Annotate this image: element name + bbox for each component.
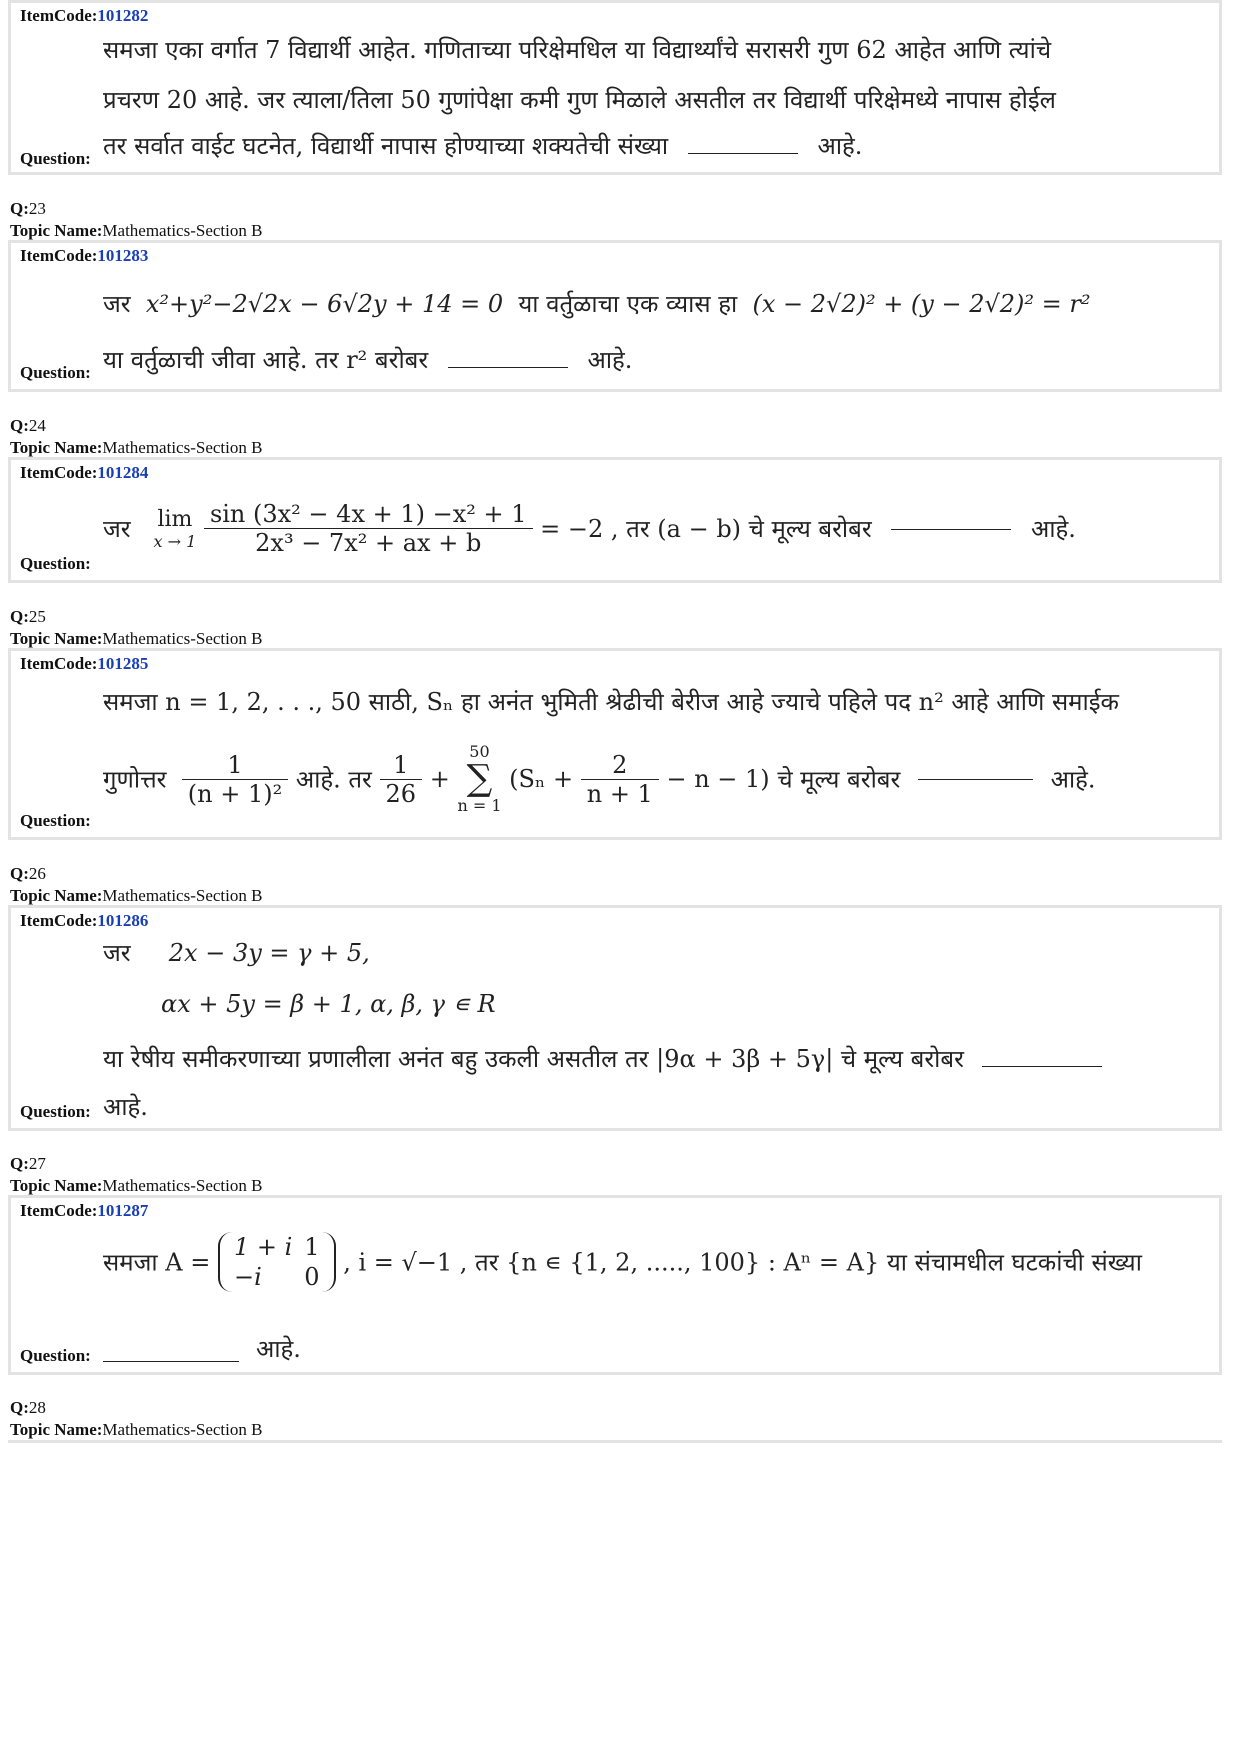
question-label: Question: (20, 554, 91, 573)
question-number: Q:24 (10, 416, 46, 435)
item-code: ItemCode:101283 (20, 246, 149, 265)
question-label: Question: (20, 149, 91, 168)
question-number: Q:28 (10, 1398, 46, 1417)
question-text-line: आहे. (256, 1335, 301, 1363)
question-text-line: समजा एका वर्गात 7 विद्यार्थी आहेत. गणिताच्या परिक्षेमधिल या विद्यार्थ्यांचे सरासरी गुण 62 आहेत आणि त्यांचे (103, 36, 1052, 64)
question-text-line: जर x²+y²−2√2x − 6√2y + 14 = 0 या वर्तुळाचा एक व्यास हा (x − 2√2)² + (y − 2√2)² = r² (103, 290, 1091, 318)
topic-name: Topic Name:Mathematics-Section B (10, 1176, 263, 1195)
question-number: Q:23 (10, 199, 46, 218)
question-box-23 (8, 240, 1222, 392)
answer-blank (103, 1360, 239, 1362)
answer-blank (918, 778, 1033, 780)
question-text-line: समजा n = 1, 2, . . ., 50 साठी, Sₙ हा अनंत भुमिती श्रेढीची बेरीज आहे ज्याचे पहिले पद n² आहे आणि समाईक (103, 688, 1119, 716)
summation-expression: गुणोत्तर $\frac{1}{\text{(n + 1)²}}$ आहे. तर $\frac{1}{26}$ + 50 ∑ n = 1 (Sₙ + $\frac{2}{n + 1}$ − n − 1) चे मूल्य बरोबर आहे. (103, 742, 1096, 815)
question-number: Q:25 (10, 607, 46, 626)
question-label: Question: (20, 1346, 91, 1365)
question-text-line: या रेषीय समीकरणाच्या प्रणालीला अनंत बहु उकली असतील तर |9α + 3β + 5γ| चे मूल्य बरोबर (103, 1042, 1102, 1075)
answer-blank (688, 152, 798, 154)
item-code: ItemCode:101285 (20, 654, 149, 673)
limit-fraction: $\frac{\text{sin (3x² − 4x + 1) −x² + 1}}{\text{2x³ − 7x² + ax + b}}$ (204, 500, 533, 557)
question-label: Question: (20, 811, 91, 830)
question-text-line: आहे. (103, 1093, 148, 1121)
limit-operator: lim x → 1 (153, 506, 197, 551)
topic-name: Topic Name:Mathematics-Section B (10, 629, 263, 648)
question-box-25 (8, 648, 1222, 840)
limit-expression: जर lim x → 1 $\frac{\text{sin (3x² − 4x + 1) −x² + 1}}{\text{2x³ − 7x² + ax + b}}$ = −2 , तर (a − b) चे मूल्य बरोबर आहे. (103, 500, 1076, 557)
divider (8, 1440, 1222, 1443)
answer-blank (982, 1065, 1102, 1067)
item-code: ItemCode:101287 (20, 1201, 149, 1220)
item-code: ItemCode:101282 (20, 6, 149, 25)
question-label: Question: (20, 1102, 91, 1121)
topic-name: Topic Name:Mathematics-Section B (10, 438, 263, 457)
question-box-22 (8, 0, 1222, 175)
question-box-27 (8, 1195, 1222, 1375)
question-text-line: या वर्तुळाची जीवा आहे. तर r² बरोबर आहे. (103, 346, 633, 374)
question-box-24 (8, 457, 1222, 583)
topic-name: Topic Name:Mathematics-Section B (10, 1420, 263, 1439)
question-box-26 (8, 905, 1222, 1131)
question-number: Q:27 (10, 1154, 46, 1173)
answer-blank (448, 366, 568, 368)
question-text-line: जर 2x − 3y = γ + 5, (103, 939, 370, 967)
topic-name: Topic Name:Mathematics-Section B (10, 886, 263, 905)
question-text-line: αx + 5y = β + 1, α, β, γ ∊ R (161, 990, 496, 1018)
matrix-expression: समजा A = 1 + i 1 −i 0 , i = √−1 , तर {n ∊ {1, 2, ....., 100} : Aⁿ = A} या संचामधील घटकांची संख्या (103, 1233, 1142, 1291)
question-label: Question: (20, 363, 91, 382)
question-number: Q:26 (10, 864, 46, 883)
question-text-line: प्रचरण 20 आहे. जर त्याला/तिला 50 गुणांपेक्षा कमी गुण मिळाले असतील तर विद्यार्थी परिक्षेमध्ये नापास होईल (103, 86, 1056, 114)
matrix: 1 + i 1 −i 0 (218, 1232, 336, 1292)
topic-name: Topic Name:Mathematics-Section B (10, 221, 263, 240)
item-code: ItemCode:101284 (20, 463, 149, 482)
item-code: ItemCode:101286 (20, 911, 149, 930)
question-text-line: तर सर्वात वाईट घटनेत, विद्यार्थी नापास होण्याच्या शक्यतेची संख्या आहे. (103, 132, 863, 160)
answer-blank (891, 528, 1011, 530)
